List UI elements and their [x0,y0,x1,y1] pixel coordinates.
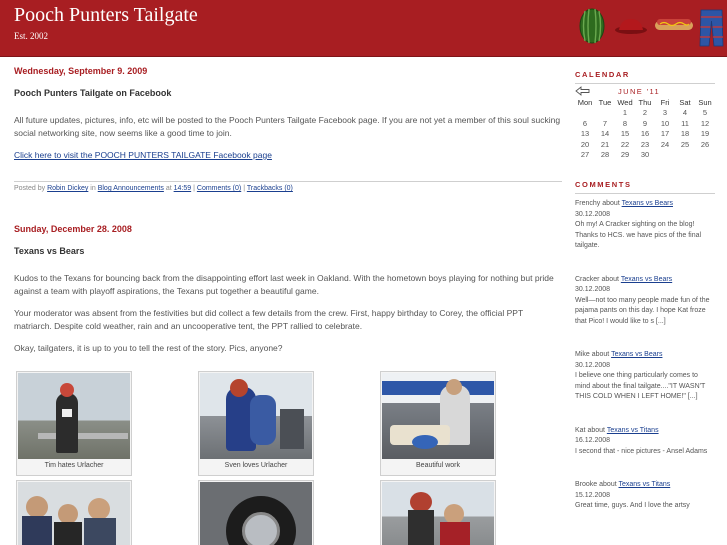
comment-about: about [587,426,605,434]
post-title[interactable]: Pooch Punters Tailgate on Facebook [14,88,172,98]
weekday-label: Sat [679,97,691,107]
watermelon-icon [578,8,606,44]
comment-text: Oh my! A Cracker sighting on the blog! Thanks to HCS. we have pics of the final tailgate. [575,221,702,249]
photo-thumbnail[interactable] [16,371,132,476]
calendar-day: 23 [640,139,650,149]
comment-author: Mike [575,351,590,358]
calendar-day: 6 [582,118,588,128]
pajama-pants-icon [699,9,724,47]
comment-about: about [591,351,610,358]
calendar-day: 1 [622,108,628,118]
in-label: in [90,185,96,192]
calendar-day: 28 [600,150,610,160]
calendar-day: 19 [700,129,710,139]
calendar-day: 18 [680,129,690,139]
photo-caption: Tim hates Urlacher [44,462,104,469]
comment-author: Brooke [575,481,598,488]
comment-entry [575,199,715,252]
sidebar [575,70,715,512]
photo-caption: Sven loves Urlacher [224,462,288,469]
calendar-day: 21 [600,139,610,149]
site-tagline: Est. 2002 [14,31,49,41]
weekday-label: Fri [660,97,670,107]
site-header [0,0,727,57]
post-footer [14,181,562,192]
calendar-heading: CALENDAR [575,70,715,84]
calendar-day: 2 [642,108,648,118]
red-hat-icon [614,17,648,35]
calendar-day: 27 [580,150,590,160]
comment-author: Frenchy [575,200,601,207]
calendar-day: 24 [660,139,670,149]
photo-thumbnail[interactable] [16,480,132,545]
calendar-day: 14 [600,129,610,139]
calendar-day: 20 [580,139,590,149]
photo-thumbnail[interactable] [198,371,314,476]
calendar-day: 3 [662,108,668,118]
calendar-day: 4 [682,108,688,118]
photo-gallery [16,371,562,545]
post-paragraph: Kudos to the Texans for bouncing back from the disappointing effort last week in Oakland. With the hometown boys playing for nothing but pride against a team with playoff aspirations, the Texans put together a beautiful game. [14,273,554,296]
post [14,66,562,192]
calendar-day [695,150,715,161]
photo-caption: Beautiful work [416,462,460,469]
calendar-day: 25 [680,139,690,149]
post-paragraph: Okay, tailgaters, it is up to you to tell the rest of the story. Pics, anyone? [14,343,283,353]
comment-post-link[interactable]: Texans vs Bears [620,275,673,283]
comment-author: Kat [575,426,586,434]
calendar-day: 13 [580,129,590,139]
post-title[interactable]: Texans vs Bears [14,246,85,256]
comment-about: about [602,200,620,207]
comment-post-link[interactable]: Texans vs Titans [618,481,671,488]
comment-date: 30.12.2008 [575,210,611,218]
calendar-day: 15 [620,129,630,139]
comment-post-link[interactable]: Texans vs Titans [606,426,659,434]
comment-entry [575,350,715,403]
comment-about: about [601,275,619,283]
facebook-page-link[interactable]: Click here to visit the POOCH PUNTERS TAILGATE Facebook page [14,150,272,160]
comment-entry [575,275,715,328]
separator: | [193,185,195,192]
post [14,224,562,545]
calendar-day: 12 [700,118,710,128]
calendar-day: 7 [602,118,608,128]
comment-author: Cracker [575,275,600,283]
photo-thumbnail[interactable] [380,480,496,545]
post-paragraph: All future updates, pictures, info, etc will be posted to the Pooch Punters Tailgate Facebook page. If you are not yet a member of this soul sucking social networking site, now seems like a good time to join. [14,115,561,138]
post-paragraph: Your moderator was absent from the festivities but did collect a few details from the crew. First, happy birthday to Corey, the official PPT matriarch. Despite cold weather, rain and an uncooperative tent, the PPT rallied to celebrate. [14,308,523,331]
posted-by-label: Posted by [14,185,46,192]
comment-about: about [599,481,617,488]
photo-thumbnail[interactable] [198,480,314,545]
calendar-day [575,108,595,119]
comment-date: 15.12.2008 [575,491,611,499]
calendar-day: 22 [620,139,630,149]
permalink-time[interactable]: 14:59 [173,185,192,192]
calendar-nav [575,86,715,96]
comment-text: I second that - nice pictures - Ansel Adams [575,447,708,455]
calendar-day: 11 [681,118,689,128]
photo-thumbnail[interactable] [380,371,496,476]
at-label: at [165,185,172,192]
post-date: Sunday, December 28. 2008 [14,224,132,234]
weekday-label: Wed [617,97,633,107]
calendar-day: 10 [660,118,670,128]
back-arrow-icon[interactable] [575,86,591,96]
comments-heading: COMMENTS [575,180,715,194]
calendar-day [655,150,675,161]
trackbacks-link[interactable]: Trackbacks (0) [246,185,293,192]
separator: | [243,185,246,192]
calendar-day: 16 [640,129,650,139]
category-link[interactable]: Blog Announcements [97,185,164,192]
calendar-day: 26 [700,139,710,149]
weekday-label: Tue [598,97,612,107]
comment-text: I believe one thing particularly comes to mind about the final tailgate...."IT WASN'T THIS COLD WHEN I LEFT HOME!" [...] [575,372,706,400]
author-link[interactable]: Robin Dickey [47,185,89,192]
main-content [14,66,562,545]
calendar-day: 29 [620,150,630,160]
calendar-day: 8 [622,118,628,128]
comment-entry [575,480,715,512]
site-title[interactable]: Pooch Punters Tailgate [14,4,198,26]
weekday-label: Thu [638,97,652,107]
comment-text: Well—not too many people made fun of the pajama pants on this day. I hope Kat froze that Pico! I would like to s [...] [575,296,710,325]
calendar-grid [575,97,715,160]
hotdog-icon [654,18,694,32]
calendar-day [595,108,615,119]
calendar-day: 5 [702,108,708,118]
comment-date: 16.12.2008 [575,437,611,444]
comment-post-link[interactable]: Texans vs Bears [611,351,663,358]
comment-post-link[interactable]: Texans vs Bears [621,200,673,207]
comment-date: 30.12.2008 [575,286,611,293]
calendar-day: 9 [642,118,648,128]
comment-text: Great time, guys. And I love the artsy [575,502,690,509]
calendar-day: 30 [640,150,650,160]
comment-entry [575,426,715,458]
comment-date: 30.12.2008 [575,361,611,369]
weekday-label: Sun [698,97,712,107]
weekday-label: Mon [577,97,593,107]
calendar-day [675,150,695,161]
calendar-month: JUNE '11 [618,86,661,96]
comments-link[interactable]: Comments (0) [196,185,242,192]
calendar-day: 17 [660,129,670,139]
post-date: Wednesday, September 9. 2009 [14,66,148,76]
